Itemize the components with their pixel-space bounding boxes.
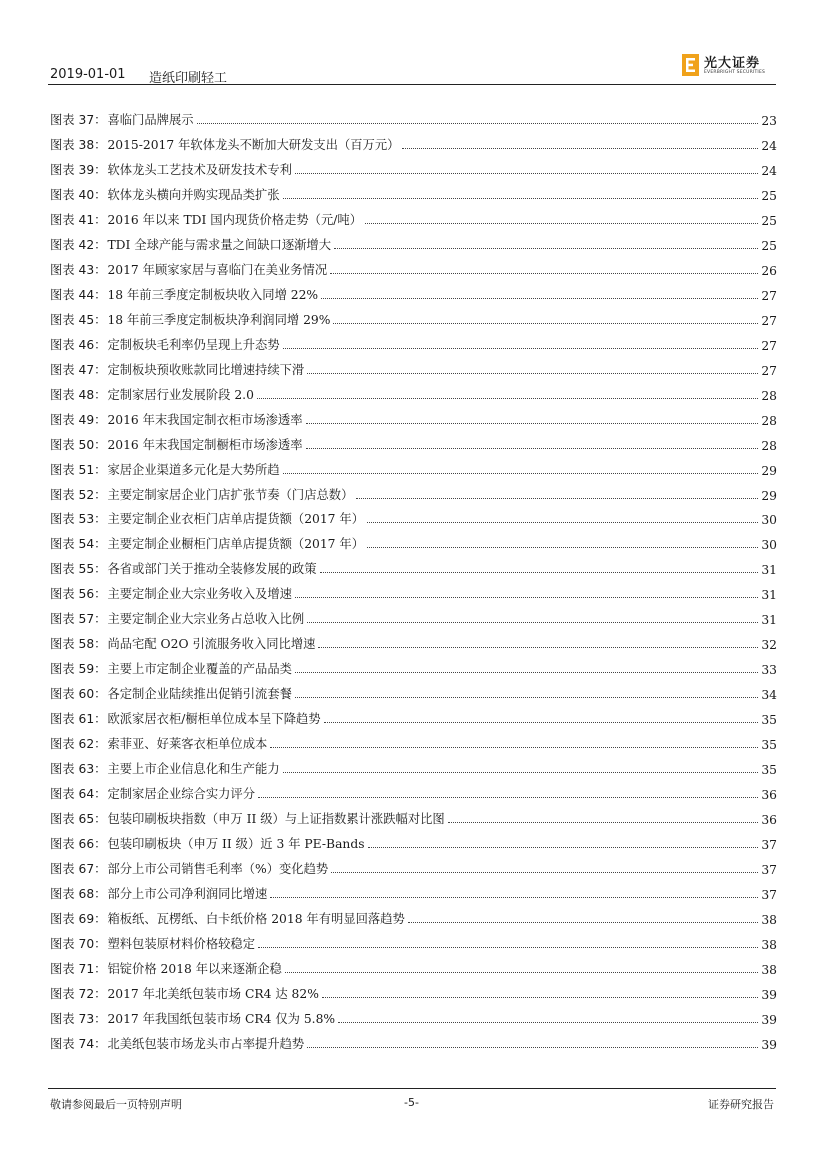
toc-entry-title: 定制板块毛利率仍呈现上升态势 [107,337,280,352]
toc-entry-title: 主要定制家居企业门店扩张节奏（门店总数） [107,487,354,502]
toc-entry-title: 18 年前三季度定制板块收入同增 22% [107,287,319,302]
toc-entry-title: 2017 年我国纸包装市场 CR4 仅为 5.8% [107,1011,336,1026]
toc-entry-label: 图表 53： [50,512,107,527]
toc-entry-page: 27 [761,363,777,378]
toc-entry[interactable] [50,453,777,478]
toc-entry-label: 图表 38： [50,137,107,152]
toc-entry[interactable] [50,203,777,228]
toc-entry-page: 24 [761,138,777,153]
toc-entry-page: 31 [761,563,777,578]
toc-entry[interactable] [50,752,777,777]
toc-entry-page: 25 [761,213,777,228]
toc-entry-label: 图表 45： [50,312,107,327]
toc-entry-label: 图表 48： [50,387,107,402]
toc-entry[interactable] [50,403,777,428]
figure-list [50,103,777,1052]
toc-entry-title: 部分上市公司净利润同比增速 [107,887,268,901]
toc-entry-title: 主要定制企业橱柜门店单店提货额（2017 年） [107,537,365,552]
toc-entry[interactable] [50,328,777,353]
toc-entry-label: 图表 61： [50,712,107,727]
toc-entry-label: 图表 57： [50,612,107,627]
footer-report-type: 证券研究报告 [708,1098,774,1111]
toc-entry-title: 部分上市公司销售毛利率（%）变化趋势 [107,862,329,877]
toc-entry-title: 主要定制企业衣柜门店单店提货额（2017 年） [107,512,365,527]
toc-entry-page: 24 [761,163,777,178]
toc-entry[interactable] [50,478,777,503]
toc-leader-dots [258,947,758,948]
toc-leader-dots [307,622,758,623]
toc-entry-title: TDI 全球产能与需求量之间缺口逐渐增大 [107,237,332,252]
toc-leader-dots [295,672,758,673]
toc-entry-page: 28 [761,438,777,453]
toc-entry-page: 39 [761,1012,777,1027]
toc-entry[interactable] [50,727,777,752]
toc-leader-dots [402,148,758,149]
toc-entry[interactable] [50,577,777,602]
toc-entry-page: 31 [761,613,777,628]
toc-entry-title: 各省或部门关于推动全装修发展的政策 [107,562,317,577]
toc-leader-dots [338,1022,758,1023]
toc-entry-label: 图表 40： [50,187,107,202]
header-divider [48,84,776,85]
toc-entry-label: 图表 60： [50,687,107,702]
toc-leader-dots [197,123,758,124]
logo-mark-icon [682,54,699,76]
toc-entry-title: 各定制企业陆续推出促销引流套餐 [107,687,292,702]
toc-leader-dots [270,897,758,898]
toc-entry-page: 38 [761,912,777,927]
toc-entry-title: 18 年前三季度定制板块净利润同增 29% [107,312,331,327]
toc-entry-title: 2015-2017 年软体龙头不断加大研发支出（百万元） [107,137,400,152]
page-number: -5- [404,1096,419,1109]
toc-entry[interactable] [50,103,777,128]
toc-entry[interactable] [50,303,777,328]
toc-leader-dots [306,448,758,449]
toc-leader-dots [295,697,758,698]
report-industry: 造纸印刷轻工 [149,71,228,86]
toc-entry-label: 图表 42： [50,237,107,252]
toc-leader-dots [283,198,758,199]
toc-entry-label: 图表 52： [50,487,107,502]
toc-entry[interactable] [50,652,777,677]
toc-entry[interactable] [50,253,777,278]
toc-leader-dots [320,572,758,573]
toc-entry-page: 30 [761,538,777,553]
toc-leader-dots [367,522,758,523]
toc-entry-label: 图表 50： [50,437,107,452]
toc-leader-dots [283,348,758,349]
toc-entry-label: 图表 73： [50,1011,107,1026]
toc-entry-title: 定制家居行业发展阶段 2.0 [107,387,254,402]
toc-entry-page: 39 [761,1037,777,1052]
toc-leader-dots [356,498,758,499]
toc-entry-page: 27 [761,288,777,303]
toc-leader-dots [258,797,758,798]
toc-entry-page: 29 [761,488,777,503]
toc-entry-label: 图表 74： [50,1036,107,1051]
toc-entry-title: 包装印刷板块（申万 II 级）近 3 年 PE-Bands [107,837,365,852]
toc-entry[interactable] [50,1027,777,1052]
toc-entry-title: 主要定制企业大宗业务占总收入比例 [107,612,305,627]
toc-entry-label: 图表 46： [50,337,107,352]
toc-entry-title: 家居企业渠道多元化是大势所趋 [107,462,280,477]
toc-leader-dots [257,398,758,399]
toc-leader-dots [283,473,758,474]
toc-entry[interactable] [50,702,777,727]
footer-disclaimer: 敬请参阅最后一页特别声明 [50,1098,182,1111]
toc-leader-dots [324,722,758,723]
toc-entry-page: 39 [761,987,777,1002]
toc-entry[interactable] [50,802,777,827]
toc-entry-title: 喜临门品牌展示 [107,112,194,127]
toc-leader-dots [295,173,758,174]
toc-entry-title: 包装印刷板块指数（申万 II 级）与上证指数累计涨跌幅对比图 [107,812,445,827]
toc-entry-label: 图表 39： [50,162,107,177]
toc-entry-page: 28 [761,413,777,428]
toc-entry-title: 定制板块预收账款同比增速持续下滑 [107,362,305,377]
toc-entry-label: 图表 44： [50,287,107,302]
toc-entry[interactable] [50,952,777,977]
toc-entry-label: 图表 41： [50,212,107,227]
toc-entry[interactable] [50,1002,777,1027]
toc-leader-dots [448,822,758,823]
toc-entry-title: 北美纸包装市场龙头市占率提升趋势 [107,1036,305,1051]
toc-entry-title: 主要定制企业大宗业务收入及增速 [107,587,292,602]
toc-entry-title: 2016 年末我国定制橱柜市场渗透率 [107,437,303,452]
toc-entry[interactable] [50,128,777,153]
toc-entry-label: 图表 58： [50,637,107,652]
toc-entry-page: 33 [761,663,777,678]
toc-entry-title: 软体龙头工艺技术及研发技术专利 [107,162,292,177]
toc-entry-title: 索菲亚、好莱客衣柜单位成本 [107,737,268,752]
toc-entry-label: 图表 56： [50,587,107,602]
toc-leader-dots [367,547,758,548]
toc-entry[interactable] [50,627,777,652]
toc-entry-label: 图表 43： [50,262,107,277]
toc-entry-page: 37 [761,888,777,902]
toc-entry[interactable] [50,877,777,902]
toc-entry-page: 36 [761,788,777,803]
toc-leader-dots [368,847,759,848]
toc-entry[interactable] [50,827,777,852]
toc-entry-label: 图表 65： [50,812,107,827]
toc-entry[interactable] [50,353,777,378]
toc-entry-label: 图表 62： [50,737,107,752]
toc-entry[interactable] [50,902,777,927]
toc-entry-title: 定制家居企业综合实力评分 [107,787,256,802]
toc-leader-dots [331,872,758,873]
toc-entry-page: 28 [761,388,777,403]
toc-entry-page: 25 [761,188,777,203]
toc-entry-page: 37 [761,838,777,853]
toc-entry-page: 35 [761,738,777,753]
toc-leader-dots [334,248,758,249]
toc-entry-page: 25 [761,238,777,253]
toc-entry[interactable] [50,428,777,453]
report-date: 2019-01-01 [50,67,126,82]
toc-leader-dots [322,997,758,998]
toc-entry-page: 37 [761,863,777,878]
toc-entry-label: 图表 49： [50,412,107,427]
toc-leader-dots [295,597,758,598]
toc-entry[interactable] [50,852,777,877]
toc-entry-page: 36 [761,813,777,828]
toc-entry-page: 38 [761,937,777,952]
toc-entry[interactable] [50,552,777,577]
toc-entry-label: 图表 72： [50,986,107,1001]
toc-entry-title: 箱板纸、瓦楞纸、白卡纸价格 2018 年有明显回落趋势 [107,911,405,926]
footer-divider [48,1088,776,1089]
toc-leader-dots [283,772,758,773]
toc-entry-page: 23 [761,113,777,128]
toc-leader-dots [307,1047,758,1048]
toc-entry-label: 图表 71： [50,961,107,976]
toc-entry-label: 图表 54： [50,537,107,552]
toc-entry-title: 尚品宅配 O2O 引流服务收入同比增速 [107,637,316,652]
toc-leader-dots [306,423,758,424]
toc-leader-dots [330,273,758,274]
toc-entry[interactable] [50,777,777,802]
toc-entry-page: 29 [761,463,777,478]
toc-leader-dots [333,323,758,324]
toc-entry-label: 图表 55： [50,562,107,577]
toc-entry-title: 软体龙头横向并购实现品类扩张 [107,187,280,202]
toc-entry-page: 30 [761,513,777,528]
toc-entry[interactable] [50,503,777,528]
toc-entry-page: 35 [761,763,777,778]
toc-entry[interactable] [50,153,777,178]
toc-entry-label: 图表 68： [50,887,107,901]
toc-entry-page: 27 [761,313,777,328]
company-logo [682,52,774,80]
toc-entry-label: 图表 69： [50,911,107,926]
toc-leader-dots [408,922,758,923]
toc-leader-dots [321,298,758,299]
toc-entry-page: 27 [761,338,777,353]
toc-entry-page: 35 [761,713,777,728]
toc-entry-title: 主要上市企业信息化和生产能力 [107,762,280,777]
logo-text-en: EVERBRIGHT SECURITIES [704,70,766,75]
toc-entry-label: 图表 37： [50,112,107,127]
toc-entry-page: 31 [761,588,777,603]
toc-entry[interactable] [50,527,777,552]
toc-entry[interactable] [50,228,777,253]
toc-entry-title: 铝锭价格 2018 年以来逐渐企稳 [107,961,282,976]
toc-entry-title: 2017 年顾家家居与喜临门在美业务情况 [107,262,328,277]
toc-leader-dots [307,373,758,374]
toc-entry-title: 2017 年北美纸包装市场 CR4 达 82% [107,986,319,1001]
toc-entry-label: 图表 66： [50,837,107,852]
toc-entry-label: 图表 70： [50,936,107,951]
toc-entry-title: 2016 年末我国定制衣柜市场渗透率 [107,412,303,427]
page-footer [48,1088,776,1128]
logo-text-cn: 光大证券 [704,56,761,71]
toc-entry-label: 图表 63： [50,762,107,777]
toc-entry[interactable] [50,378,777,403]
toc-entry-title: 欧派家居衣柜/橱柜单位成本呈下降趋势 [107,712,321,727]
toc-entry-page: 34 [761,688,777,703]
page-header [48,50,776,90]
toc-entry-label: 图表 51： [50,462,107,477]
toc-leader-dots [270,747,758,748]
toc-entry-title: 2016 年以来 TDI 国内现货价格走势（元/吨） [107,212,362,227]
toc-entry[interactable] [50,977,777,1002]
toc-leader-dots [318,647,758,648]
toc-entry-page: 38 [761,962,777,977]
toc-entry-title: 塑料包装原材料价格较稳定 [107,936,256,951]
toc-entry[interactable] [50,278,777,303]
toc-entry-page: 26 [761,263,777,278]
toc-leader-dots [365,223,758,224]
toc-entry[interactable] [50,677,777,702]
toc-entry-title: 主要上市定制企业覆盖的产品品类 [107,662,292,677]
toc-entry-label: 图表 64： [50,787,107,802]
toc-entry-label: 图表 67： [50,862,107,877]
toc-entry-label: 图表 47： [50,362,107,377]
toc-entry-page: 32 [761,638,777,653]
toc-leader-dots [285,972,758,973]
toc-entry[interactable] [50,927,777,952]
toc-entry[interactable] [50,178,777,203]
toc-entry-label: 图表 59： [50,662,107,677]
toc-entry[interactable] [50,602,777,627]
